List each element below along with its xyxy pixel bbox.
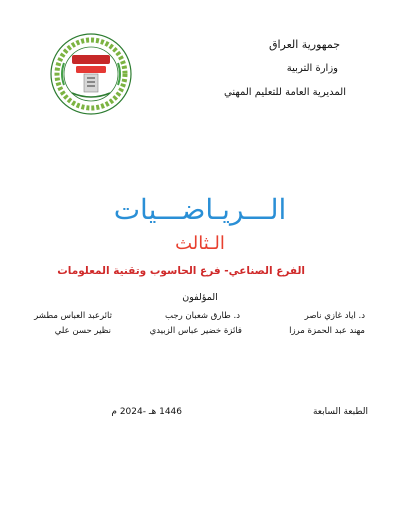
author-2-2: فائزة خضير عباس الزبيدي <box>149 326 242 336</box>
publication-year: 1446 هـ -2024 م <box>111 407 182 417</box>
author-1-2: د. طارق شعبان رجب <box>165 311 240 321</box>
author-2-1: مهند عبد الحمزة مرزا <box>289 326 365 336</box>
ministry-name: وزارة التربية <box>286 63 338 74</box>
authors-heading: المؤلفون <box>182 292 218 303</box>
directorate-seal-logo <box>50 33 132 115</box>
directorate-name: المديرية العامة للتعليم المهني <box>223 87 346 98</box>
edition-label: الطبعة السابعة <box>312 407 368 417</box>
book-subtitle: الـثالث <box>175 233 225 254</box>
author-1-3: ثائرعبد العباس مطشر <box>34 311 112 321</box>
author-2-3: نظير حسن علي <box>54 326 111 336</box>
book-title: الـــريـاضـــيات <box>113 193 287 226</box>
branch-title: الفرع الصناعي- فرع الحاسوب وتقنية المعلومات <box>57 265 305 277</box>
author-1-1: د. اياد غازي ناصر <box>304 311 365 321</box>
country-name: جمهورية العراق <box>268 38 340 51</box>
